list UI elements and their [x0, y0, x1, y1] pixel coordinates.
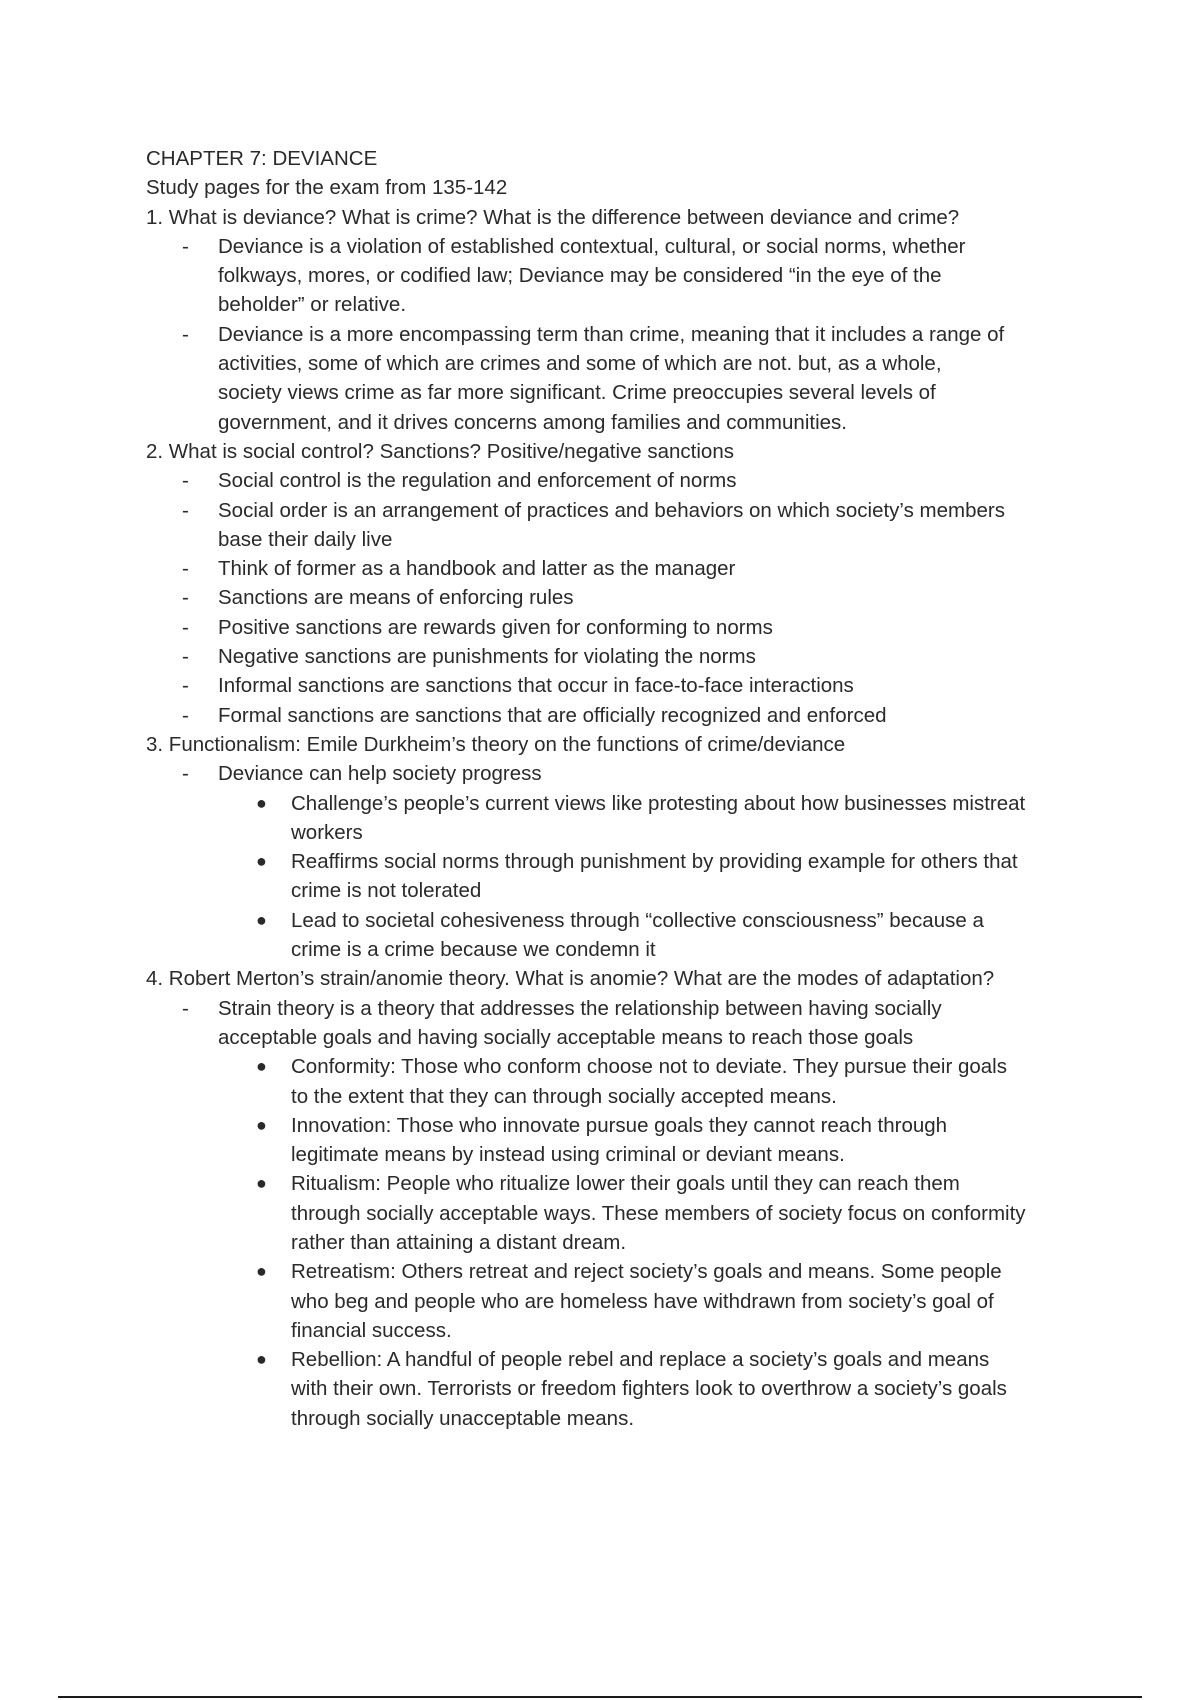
- bullet-marker: ●: [256, 1173, 267, 1194]
- dash-list-item: [146, 759, 1106, 788]
- text-line: Deviance can help society progress: [218, 762, 542, 786]
- document-body: [146, 203, 1106, 1433]
- text-line: who beg and people who are homeless have withdrawn from society’s goal of: [291, 1289, 994, 1313]
- document-page: [146, 144, 1106, 1433]
- dash-list-item: [146, 994, 1106, 1053]
- dash-marker: -: [182, 762, 189, 786]
- section-4: [146, 964, 1106, 1433]
- bullet-list-item: [146, 1111, 1106, 1170]
- text-line: crime is not tolerated: [291, 879, 482, 903]
- dash-marker: -: [182, 586, 189, 610]
- text-line: through socially unacceptable means.: [291, 1406, 635, 1430]
- dash-list-item: [146, 613, 1106, 642]
- text-line: workers: [291, 820, 363, 844]
- text-line: through socially acceptable ways. These members of society focus on conformity: [291, 1201, 1026, 1225]
- dash-list-item: [146, 583, 1106, 612]
- bullet-list-item: [146, 1052, 1106, 1111]
- dash-marker: -: [182, 557, 189, 581]
- text-line: Innovation: Those who innovate pursue goals they cannot reach through: [291, 1113, 948, 1137]
- bullet-list-item: [146, 1257, 1106, 1345]
- text-line: acceptable goals and having socially acceptable means to reach those goals: [218, 1025, 914, 1049]
- text-line: Sanctions are means of enforcing rules: [218, 586, 574, 610]
- text-line: Deviance is a more encompassing term than crime, meaning that it includes a range of: [218, 322, 1005, 346]
- text-line: Formal sanctions are sanctions that are officially recognized and enforced: [218, 703, 887, 727]
- bullet-marker: ●: [256, 1261, 267, 1282]
- dash-marker: -: [182, 469, 189, 493]
- text-line: base their daily live: [218, 527, 393, 551]
- page-subtitle: Study pages for the exam from 135-142: [146, 176, 508, 200]
- text-line: beholder” or relative.: [218, 293, 407, 317]
- text-line: Ritualism: People who ritualize lower their goals until they can reach them: [291, 1172, 960, 1196]
- text-line: crime is a crime because we condemn it: [291, 938, 656, 962]
- dash-list-item: [146, 671, 1106, 700]
- dash-list-item: [146, 554, 1106, 583]
- text-line: Retreatism: Others retreat and reject society’s goals and means. Some people: [291, 1260, 1002, 1284]
- text-line: Positive sanctions are rewards given for conforming to norms: [218, 615, 773, 639]
- text-line: to the extent that they can through socially accepted means.: [291, 1084, 837, 1108]
- bullet-marker: ●: [256, 909, 267, 930]
- text-line: Negative sanctions are punishments for violating the norms: [218, 645, 756, 669]
- text-line: activities, some of which are crimes and some of which are not. but, as a whole,: [218, 352, 942, 376]
- dash-marker: -: [182, 703, 189, 727]
- question-heading: 3. Functionalism: Emile Durkheim’s theory on the functions of crime/deviance: [146, 732, 846, 756]
- question-heading: 1. What is deviance? What is crime? What is the difference between deviance and crime?: [146, 205, 960, 229]
- text-line: Conformity: Those who conform choose not to deviate. They pursue their goals: [291, 1055, 1007, 1079]
- dash-marker: -: [182, 645, 189, 669]
- text-line: Social order is an arrangement of practices and behaviors on which society’s members: [218, 498, 1005, 522]
- question-heading: 4. Robert Merton’s strain/anomie theory. What is anomie? What are the modes of adaptation?: [146, 967, 995, 991]
- text-line: Strain theory is a theory that addresses the relationship between having socially: [218, 996, 942, 1020]
- text-line: folkways, mores, or codified law; Deviance may be considered “in the eye of the: [218, 264, 942, 288]
- dash-marker: -: [182, 322, 189, 346]
- text-line: Social control is the regulation and enforcement of norms: [218, 469, 737, 493]
- bullet-list-item: [146, 1169, 1106, 1257]
- bullet-list-item: [146, 1345, 1106, 1433]
- bullet-marker: ●: [256, 792, 267, 813]
- section-1: [146, 203, 1106, 437]
- dash-list-item: [146, 466, 1106, 495]
- dash-marker: -: [182, 615, 189, 639]
- question-heading: 2. What is social control? Sanctions? Positive/negative sanctions: [146, 439, 734, 463]
- text-line: legitimate means by instead using criminal or deviant means.: [291, 1143, 845, 1167]
- text-line: Reaffirms social norms through punishment by providing example for others that: [291, 850, 1018, 874]
- bullet-marker: ●: [256, 851, 267, 872]
- bullet-list-item: [146, 906, 1106, 965]
- dash-marker: -: [182, 498, 189, 522]
- section-2: [146, 437, 1106, 730]
- bullet-list-item: [146, 847, 1106, 906]
- section-3: [146, 730, 1106, 964]
- dash-list-item: [146, 232, 1106, 320]
- text-line: Challenge’s people’s current views like protesting about how businesses mistreat: [291, 791, 1026, 815]
- bullet-marker: ●: [256, 1349, 267, 1370]
- text-line: financial success.: [291, 1318, 452, 1342]
- text-line: Informal sanctions are sanctions that occur in face-to-face interactions: [218, 674, 854, 698]
- text-line: Rebellion: A handful of people rebel and replace a society’s goals and means: [291, 1348, 990, 1372]
- text-line: rather than attaining a distant dream.: [291, 1230, 627, 1254]
- bullet-list-item: [146, 789, 1106, 848]
- text-line: society views crime as far more significant. Crime preoccupies several levels of: [218, 381, 936, 405]
- text-line: government, and it drives concerns among families and communities.: [218, 410, 847, 434]
- text-line: Lead to societal cohesiveness through “collective consciousness” because a: [291, 908, 984, 932]
- dash-list-item: [146, 496, 1106, 555]
- dash-list-item: [146, 701, 1106, 730]
- dash-list-item: [146, 320, 1106, 437]
- bullet-marker: ●: [256, 1114, 267, 1135]
- dash-list-item: [146, 642, 1106, 671]
- dash-marker: -: [182, 996, 189, 1020]
- dash-marker: -: [182, 234, 189, 258]
- footer-divider: [58, 1696, 1142, 1698]
- bullet-marker: ●: [256, 1056, 267, 1077]
- text-line: Think of former as a handbook and latter as the manager: [218, 557, 736, 581]
- page-title: CHAPTER 7: DEVIANCE: [146, 147, 378, 170]
- text-line: Deviance is a violation of established contextual, cultural, or social norms, whether: [218, 234, 966, 258]
- text-line: with their own. Terrorists or freedom fighters look to overthrow a society’s goals: [291, 1377, 1007, 1401]
- dash-marker: -: [182, 674, 189, 698]
